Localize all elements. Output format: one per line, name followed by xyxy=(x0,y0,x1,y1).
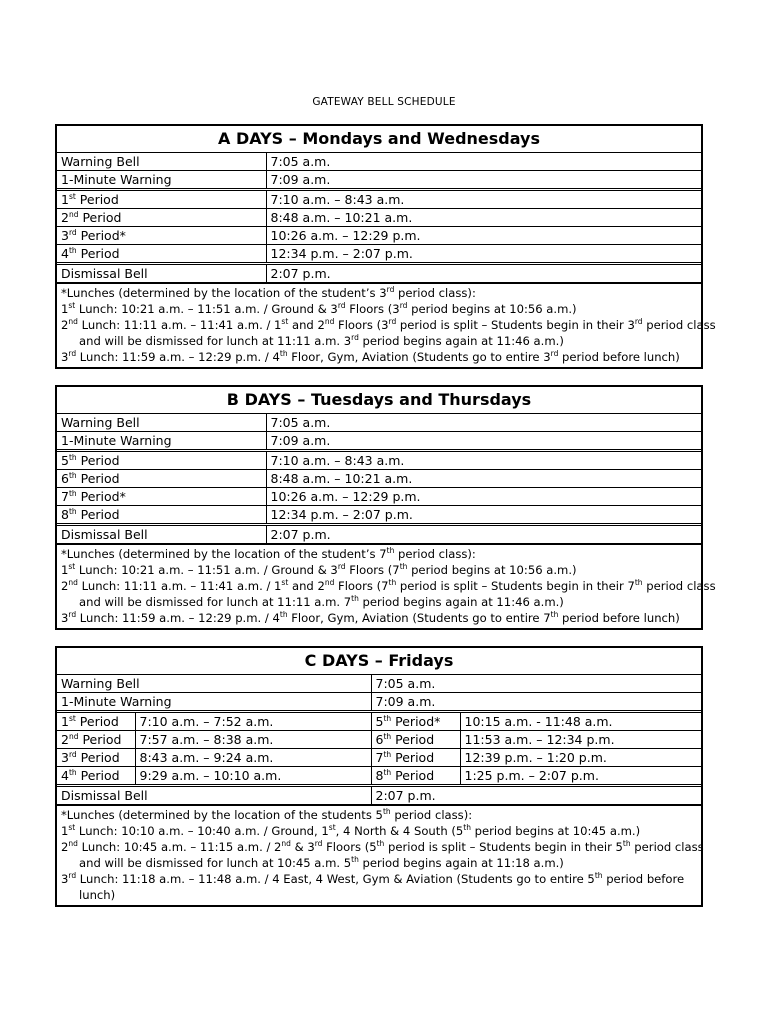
lunch-notes xyxy=(57,283,716,367)
table-row xyxy=(57,470,701,488)
table-row xyxy=(57,693,701,712)
table-row xyxy=(57,506,701,525)
table-row xyxy=(57,432,701,451)
one-minute-time: 7:09 a.m. xyxy=(266,432,701,451)
one-minute-label: 1-Minute Warning xyxy=(57,693,371,712)
one-minute-time: 7:09 a.m. xyxy=(266,171,701,190)
table-row xyxy=(57,227,701,245)
period-time: 8:43 a.m. – 9:24 a.m. xyxy=(135,749,371,767)
period-time: 12:39 p.m. – 1:20 p.m. xyxy=(460,749,701,767)
period-time: 7:57 a.m. – 8:38 a.m. xyxy=(135,731,371,749)
lunch-line: 3rd Lunch: 11:59 a.m. – 12:29 p.m. / 4th Floor, Gym, Aviation (Students go to entire 3rd period before lunch) xyxy=(61,349,680,364)
b-days-title: B DAYS – Tuesdays and Thursdays xyxy=(57,387,701,414)
lunch-line: and will be dismissed for lunch at 11:11 a.m. 7th period begins again at 11:46 a.m.) xyxy=(79,594,564,609)
table-row xyxy=(57,749,701,767)
one-minute-time: 7:09 a.m. xyxy=(371,693,701,712)
page-title: GATEWAY BELL SCHEDULE xyxy=(312,96,456,108)
table-row xyxy=(57,488,701,506)
warning-bell-time: 7:05 a.m. xyxy=(266,414,701,432)
period-time: 7:10 a.m. – 8:43 a.m. xyxy=(266,190,701,209)
period-label: 4th Period xyxy=(57,767,135,786)
period-label: 1st Period xyxy=(57,190,266,209)
table-row xyxy=(57,731,701,749)
lunch-line: 1st Lunch: 10:21 a.m. – 11:51 a.m. / Ground & 3rd Floors (3rd period begins at 10:56 a.m.) xyxy=(61,301,577,316)
one-minute-label: 1-Minute Warning xyxy=(57,171,266,190)
warning-bell-label: Warning Bell xyxy=(57,414,266,432)
period-time: 7:10 a.m. – 8:43 a.m. xyxy=(266,451,701,470)
dismissal-time: 2:07 p.m. xyxy=(371,786,701,805)
period-label: 8th Period xyxy=(57,506,266,525)
one-minute-label: 1-Minute Warning xyxy=(57,432,266,451)
table-row xyxy=(57,153,701,171)
a-days-table xyxy=(57,153,701,283)
b-days-table xyxy=(57,414,701,544)
lunch-line: *Lunches (determined by the location of the students 5th period class): xyxy=(61,807,473,822)
period-time: 11:53 a.m. – 12:34 p.m. xyxy=(460,731,701,749)
lunch-line: lunch) xyxy=(79,888,116,902)
table-row xyxy=(57,414,701,432)
warning-bell-time: 7:05 a.m. xyxy=(371,675,701,693)
table-row xyxy=(57,264,701,283)
period-time: 8:48 a.m. – 10:21 a.m. xyxy=(266,470,701,488)
lunch-line: 2nd Lunch: 11:11 a.m. – 11:41 a.m. / 1st and 2nd Floors (3rd period is split – Students begin in their 3rd period class xyxy=(61,317,716,332)
lunch-line: 3rd Lunch: 11:18 a.m. – 11:48 a.m. / 4 East, 4 West, Gym & Aviation (Students go to entire 5th period before xyxy=(61,871,685,886)
dismissal-label: Dismissal Bell xyxy=(57,525,266,544)
period-label: 1st Period xyxy=(57,712,135,731)
b-days-schedule xyxy=(55,385,716,630)
a-days-schedule xyxy=(55,124,716,369)
lunch-line: 3rd Lunch: 11:59 a.m. – 12:29 p.m. / 4th Floor, Gym, Aviation (Students go to entire 7th period before lunch) xyxy=(61,610,680,625)
period-time: 12:34 p.m. – 2:07 p.m. xyxy=(266,245,701,264)
period-time: 12:34 p.m. – 2:07 p.m. xyxy=(266,506,701,525)
period-time: 8:48 a.m. – 10:21 a.m. xyxy=(266,209,701,227)
period-label: 2nd Period xyxy=(57,731,135,749)
lunch-line: *Lunches (determined by the location of the student’s 3rd period class): xyxy=(61,285,476,300)
period-label: 7th Period xyxy=(371,749,460,767)
period-label: 6th Period xyxy=(371,731,460,749)
lunch-notes xyxy=(57,805,704,905)
period-label: 3rd Period* xyxy=(57,227,266,245)
dismissal-time: 2:07 p.m. xyxy=(266,264,701,283)
table-row xyxy=(57,767,701,786)
table-row xyxy=(57,675,701,693)
table-row xyxy=(57,712,701,731)
c-days-title: C DAYS – Fridays xyxy=(57,648,701,675)
lunch-line: 2nd Lunch: 11:11 a.m. – 11:41 a.m. / 1st and 2nd Floors (7th period is split – Students begin in their 7th period class xyxy=(61,578,716,593)
lunch-line: and will be dismissed for lunch at 11:11 a.m. 3rd period begins again at 11:46 a.m.) xyxy=(79,333,564,348)
period-time: 7:10 a.m. – 7:52 a.m. xyxy=(135,712,371,731)
lunch-line: 2nd Lunch: 10:45 a.m. – 11:15 a.m. / 2nd & 3rd Floors (5th period is split – Students begin in their 5th period class xyxy=(61,839,704,854)
period-time: 10:26 a.m. – 12:29 p.m. xyxy=(266,227,701,245)
table-row xyxy=(57,209,701,227)
table-row xyxy=(57,525,701,544)
table-row xyxy=(57,245,701,264)
period-label: 7th Period* xyxy=(57,488,266,506)
lunch-line: and will be dismissed for lunch at 10:45 a.m. 5th period begins again at 11:18 a.m.) xyxy=(79,855,564,870)
period-label: 4th Period xyxy=(57,245,266,264)
c-days-schedule xyxy=(55,646,703,907)
table-row xyxy=(57,190,701,209)
period-label: 3rd Period xyxy=(57,749,135,767)
warning-bell-label: Warning Bell xyxy=(57,675,371,693)
lunch-line: 1st Lunch: 10:21 a.m. – 11:51 a.m. / Ground & 3rd Floors (7th period begins at 10:56 a.m.) xyxy=(61,562,577,577)
period-time: 10:15 a.m. - 11:48 a.m. xyxy=(460,712,701,731)
c-days-table xyxy=(57,675,701,805)
table-row xyxy=(57,171,701,190)
period-time: 1:25 p.m. – 2:07 p.m. xyxy=(460,767,701,786)
lunch-notes xyxy=(57,544,716,628)
period-label: 6th Period xyxy=(57,470,266,488)
dismissal-label: Dismissal Bell xyxy=(57,786,371,805)
table-row xyxy=(57,786,701,805)
a-days-title: A DAYS – Mondays and Wednesdays xyxy=(57,126,701,153)
dismissal-label: Dismissal Bell xyxy=(57,264,266,283)
dismissal-time: 2:07 p.m. xyxy=(266,525,701,544)
table-row xyxy=(57,451,701,470)
period-label: 5th Period* xyxy=(371,712,460,731)
period-time: 9:29 a.m. – 10:10 a.m. xyxy=(135,767,371,786)
period-label: 5th Period xyxy=(57,451,266,470)
warning-bell-time: 7:05 a.m. xyxy=(266,153,701,171)
warning-bell-label: Warning Bell xyxy=(57,153,266,171)
period-time: 10:26 a.m. – 12:29 p.m. xyxy=(266,488,701,506)
lunch-line: 1st Lunch: 10:10 a.m. – 10:40 a.m. / Ground, 1st, 4 North & 4 South (5th period begins at 10:45 a.m.) xyxy=(61,823,641,838)
period-label: 2nd Period xyxy=(57,209,266,227)
period-label: 8th Period xyxy=(371,767,460,786)
lunch-line: *Lunches (determined by the location of the student’s 7th period class): xyxy=(61,546,476,561)
